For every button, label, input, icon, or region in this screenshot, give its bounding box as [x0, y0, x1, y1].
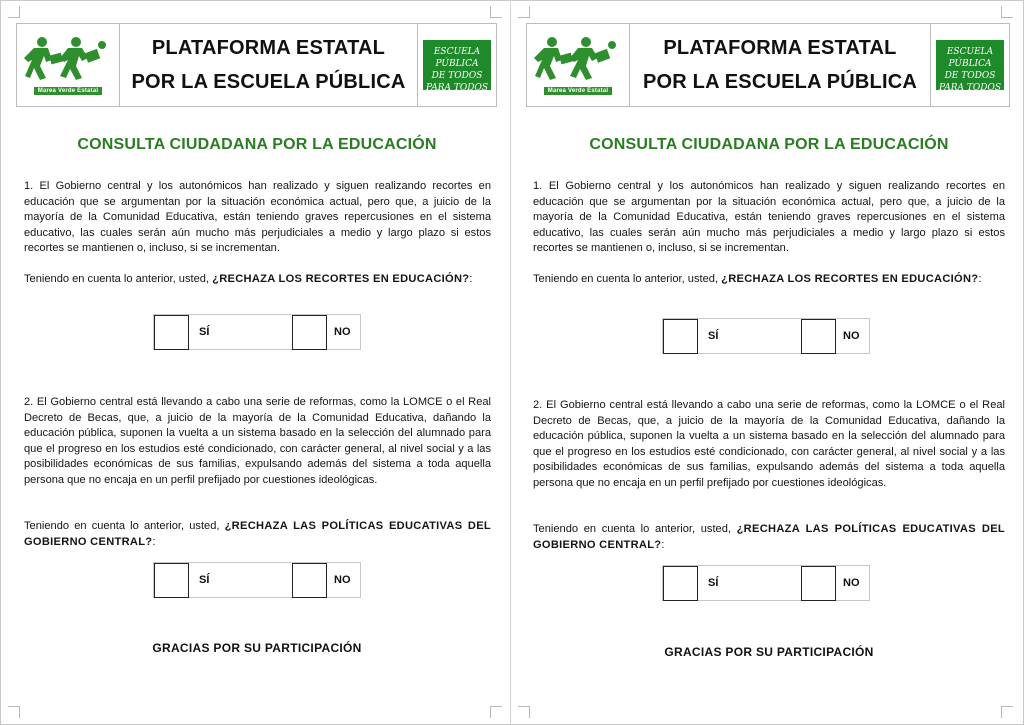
logo-text-line: DE TODOS	[431, 71, 483, 81]
no-checkbox[interactable]	[292, 563, 327, 598]
title-line-1: PLATAFORMA ESTATAL	[663, 37, 897, 59]
prompt-question: ¿RECHAZA LOS RECORTES EN EDUCACIÓN?	[212, 273, 470, 285]
question-1-text: 1. El Gobierno central y los autonómicos han realizado y siguen realizando recortes en educación que se argumentan por la situación económica actual, pero que, a juicio de la mayoría de la Comunidad Educativa, están teniendo graves repercusiones en el sistema educativo, las cuales serán aún mucho más perjudiciales a medio y largo plazo si estos recortes se mantienen o, incluso, si se incrementan.	[24, 180, 491, 254]
logo-caption: Marea Verde Estatal	[34, 87, 103, 95]
no-label: NO	[334, 574, 351, 586]
crop-mark	[8, 706, 20, 718]
logo-caption: Marea Verde Estatal	[544, 87, 613, 95]
question-1-prompt	[24, 271, 491, 287]
school-board-icon	[936, 40, 1004, 93]
question-2-answer	[153, 562, 361, 598]
title-line-2: POR LA ESCUELA PÚBLICA	[131, 71, 406, 93]
crop-mark	[8, 6, 20, 18]
crop-mark	[518, 706, 530, 718]
yes-checkbox[interactable]	[663, 566, 698, 601]
consulta-title: CONSULTA CIUDADANA POR LA EDUCACIÓN	[589, 136, 949, 153]
logo-text-line: PARA TODOS	[425, 83, 488, 93]
no-label: NO	[843, 330, 860, 342]
crop-mark	[518, 6, 530, 18]
prompt-question: ¿RECHAZA LOS RECORTES EN EDUCACIÓN?	[721, 273, 979, 285]
school-board-icon	[423, 40, 491, 93]
prompt-question: ¿RECHAZA LAS POLÍTICAS EDUCATIVAS DEL GOBIERNO CENTRAL?	[24, 520, 491, 548]
question-1-text: 1. El Gobierno central y los autonómicos han realizado y siguen realizando recortes en educación que se argumentan por la situación económica actual, pero que, a juicio de la mayoría de la Comunidad Educativa, están teniendo graves repercusiones en el sistema educativo, las cuales serán aún mucho más perjudiciales a medio y largo plazo si estos recortes se mantienen o, incluso, si se incrementan.	[533, 180, 1005, 254]
running-children-icon	[534, 36, 622, 86]
logo-text-line: ESCUELA PÚBLICA	[433, 47, 481, 69]
no-label: NO	[843, 577, 860, 589]
title-line-2: POR LA ESCUELA PÚBLICA	[642, 71, 918, 93]
crop-mark	[1001, 6, 1013, 18]
consulta-title: CONSULTA CIUDADANA POR LA EDUCACIÓN	[77, 136, 437, 153]
title-line-1: PLATAFORMA ESTATAL	[151, 37, 386, 59]
thanks-message: GRACIAS POR SU PARTICIPACIÓN	[664, 645, 874, 659]
prompt-tail: :	[661, 539, 665, 551]
marea-verde-logo	[17, 24, 120, 106]
question-1-prompt	[533, 271, 1005, 287]
no-checkbox[interactable]	[292, 315, 327, 350]
ballot-sheet-left	[0, 0, 510, 725]
thanks-message: GRACIAS POR SU PARTICIPACIÓN	[152, 641, 362, 655]
no-checkbox[interactable]	[801, 319, 836, 354]
ballot-sheet-right	[511, 0, 1024, 725]
yes-label: SÍ	[708, 330, 719, 342]
question-1-answer	[153, 314, 361, 350]
crop-mark	[490, 706, 502, 718]
yes-label: SÍ	[708, 577, 719, 589]
no-label: NO	[334, 326, 351, 338]
yes-checkbox[interactable]	[154, 563, 189, 598]
prompt-question: ¿RECHAZA LAS POLÍTICAS EDUCATIVAS DEL GOBIERNO CENTRAL?	[533, 523, 1005, 551]
logo-text-line: DE TODOS	[944, 71, 996, 81]
header-title	[120, 24, 418, 106]
header-banner	[16, 23, 497, 107]
yes-label: SÍ	[199, 326, 210, 338]
question-2-prompt	[24, 518, 491, 550]
question-2-text: 2. El Gobierno central está llevando a cabo una serie de reformas, como la LOMCE o el Real Decreto de Becas, que, a juicio de la mayoría de la Comunidad Educativa, dañando la educación pública, suponen la vuelta a un sistema basado en la selección del alumnado para que el progreso en los estudios esté condicionado, con carácter general, al nivel social y a las posibilidades económicas de sus familias, expulsando además del sistema a toda aquella persona que no encaja en un perfil prefijado por cuestiones ideológicas.	[533, 399, 1005, 489]
prompt-tail: :	[978, 273, 982, 285]
logo-text-line: PARA TODOS	[938, 83, 1001, 93]
crop-mark	[490, 6, 502, 18]
crop-mark	[1001, 706, 1013, 718]
prompt-lead: Teniendo en cuenta lo anterior, usted,	[24, 520, 225, 532]
question-2-answer	[662, 565, 870, 601]
escuela-publica-logo	[931, 24, 1009, 106]
running-children-icon	[24, 36, 112, 86]
prompt-tail: :	[469, 273, 473, 285]
yes-checkbox[interactable]	[663, 319, 698, 354]
prompt-lead: Teniendo en cuenta lo anterior, usted,	[24, 273, 213, 285]
question-2-text: 2. El Gobierno central está llevando a cabo una serie de reformas, como la LOMCE o el Real Decreto de Becas, que, a juicio de la mayoría de la Comunidad Educativa, dañando la educación pública, suponen la vuelta a un sistema basado en la selección del alumnado para que el progreso en los estudios esté condicionado, con carácter general, al nivel social y a las posibilidades económicas de sus familias, expulsando además del sistema a toda aquella persona que no encaja en un perfil prefijado por cuestiones ideológicas.	[24, 396, 491, 486]
escuela-publica-logo	[418, 24, 496, 106]
no-checkbox[interactable]	[801, 566, 836, 601]
question-2-prompt	[533, 521, 1005, 553]
marea-verde-logo	[527, 24, 630, 106]
question-1-answer	[662, 318, 870, 354]
header-title	[630, 24, 931, 106]
prompt-tail: :	[152, 536, 156, 548]
prompt-lead: Teniendo en cuenta lo anterior, usted,	[533, 523, 737, 535]
yes-label: SÍ	[199, 574, 210, 586]
header-banner	[526, 23, 1010, 107]
yes-checkbox[interactable]	[154, 315, 189, 350]
logo-text-line: ESCUELA PÚBLICA	[946, 47, 994, 69]
prompt-lead: Teniendo en cuenta lo anterior, usted,	[533, 273, 722, 285]
